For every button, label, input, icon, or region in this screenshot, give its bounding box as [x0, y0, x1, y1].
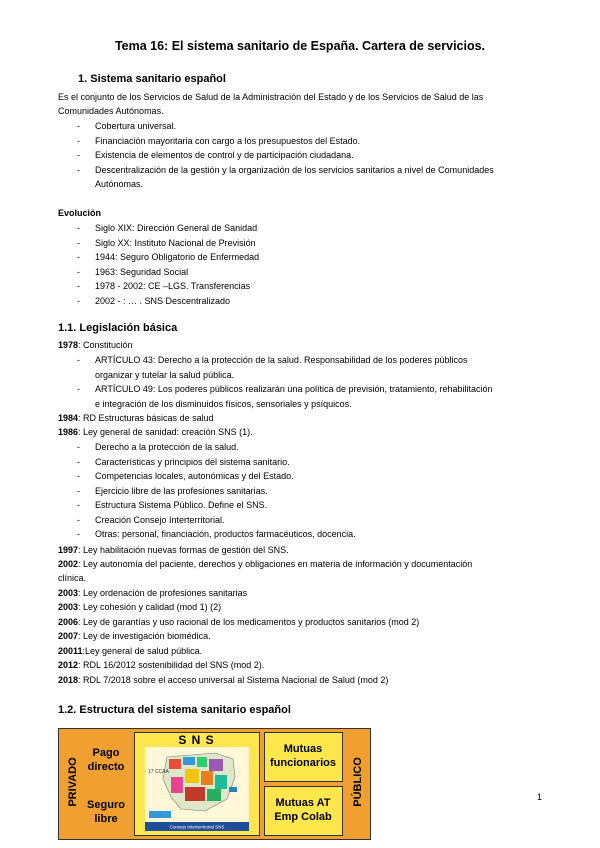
- seguro-libre-label: [80, 798, 132, 826]
- mutuas-funcionarios-label: [265, 742, 341, 770]
- list-dash: -: [77, 150, 80, 160]
- law-text: : Ley cohesión y calidad (mod 1) (2): [78, 602, 222, 612]
- list-item: Financiación mayoritaria con cargo a los presupuestos del Estado.: [95, 135, 361, 146]
- law-2007: [58, 629, 211, 644]
- law-text: : Constitución: [78, 340, 133, 350]
- law-text: : RD Estructuras básicas de salud: [78, 413, 214, 423]
- law-year: 1984: [58, 413, 79, 423]
- law-text: : Ley de garantías y uso racional de los medicamentos y productos sanitarios (mod 2): [78, 617, 420, 627]
- law-1978: [58, 338, 133, 353]
- list-item: Ejercicio libre de las profesiones sanitarias.: [95, 485, 268, 496]
- list-item: 2002 - : … . SNS Descentralizado: [95, 295, 231, 306]
- list-dash: -: [77, 281, 80, 291]
- list-dash: -: [77, 237, 80, 248]
- map-region: [197, 757, 207, 767]
- list-item: Siglo XX: Instituto Nacional de Previsión: [95, 237, 256, 248]
- law-2003a: [58, 586, 247, 601]
- list-item: Cobertura universal.: [95, 121, 177, 131]
- list-item: ARTÍCULO 43: Derecho a la protección de la salud. Responsabilidad de los poderes públicos: [95, 355, 468, 365]
- list-dash: -: [77, 442, 80, 452]
- sns-label: S N S: [178, 733, 215, 747]
- map-region: [229, 787, 237, 792]
- list-item-continuation: e integración de los disminuidos físicos, sensoriales y psíquicos.: [95, 398, 352, 409]
- list-dash: -: [77, 500, 80, 510]
- law-1997: [58, 543, 289, 558]
- text-line: funcionarios: [269, 757, 336, 769]
- law-2003b: [58, 600, 221, 615]
- map-region: [149, 811, 171, 818]
- privado-label: PRIVADO: [67, 757, 79, 807]
- list-item: 1944: Seguro Obligatorio de Enfermedad: [95, 252, 260, 262]
- law-year: 2012: [58, 660, 79, 670]
- list-dash: -: [77, 456, 80, 467]
- list-dash: -: [77, 384, 80, 394]
- law-2002-continuation: clínica.: [58, 573, 87, 583]
- law-year: 1978: [58, 340, 79, 350]
- list-dash: -: [77, 135, 80, 146]
- law-text: : RDL 7/2018 sobre el acceso universal al Sistema Nacional de Salud (mod 2): [78, 675, 389, 685]
- page-title: Tema 16: El sistema sanitario de España. Cartera de servicios.: [114, 39, 486, 53]
- list-item: Estructura Sistema Público. Define el SNS.: [95, 500, 268, 510]
- list-dash: -: [77, 266, 80, 277]
- law-year: 20011: [58, 646, 83, 656]
- sns-box: [134, 732, 260, 836]
- map-region: [185, 787, 205, 801]
- mutuas-at-label: [265, 796, 341, 824]
- list-dash: -: [77, 514, 80, 525]
- map-region: [207, 789, 221, 801]
- list-item: Descentralización de la gestión y la organización de los servicios sanitarios a nivel de Comunidades: [95, 164, 494, 175]
- law-text: : Ley habilitación nuevas formas de gestión del SNS.: [78, 545, 289, 555]
- publico-label: PÚBLICO: [352, 757, 364, 807]
- list-dash: -: [77, 529, 80, 539]
- law-year: 1986: [58, 427, 79, 437]
- law-text: :Ley general de salud pública.: [82, 646, 203, 656]
- list-dash: -: [77, 355, 80, 365]
- intro-line-2: Comunidades Autónomas.: [58, 106, 164, 116]
- map-caption: Consejo Interterritorial SNS: [169, 824, 225, 830]
- structure-diagram: [58, 728, 371, 840]
- list-item: Derecho a la protección de la salud.: [95, 442, 239, 452]
- list-item: Creación Consejo Interterritorial.: [95, 514, 225, 525]
- list-item: 1963: Seguridad Social: [95, 266, 189, 277]
- law-1986: [58, 425, 253, 440]
- list-item: ARTÍCULO 49: Los poderes públicos realizarán una política de previsión, tratamiento, rehabilitación: [95, 384, 493, 394]
- text-line: Mutuas AT: [275, 797, 331, 809]
- list-item: 1978 - 2002: CE –LGS. Transferencias: [95, 281, 251, 291]
- law-1984: [58, 411, 214, 426]
- list-item: Existencia de elementos de control y de participación ciudadana.: [95, 150, 354, 160]
- list-item: Otras: personal, financiación, productos farmacéuticos, docencia.: [95, 529, 356, 539]
- list-dash: -: [77, 121, 80, 131]
- mutuas-at-box: [264, 786, 343, 836]
- text-line: Emp Colab: [274, 811, 332, 823]
- pago-directo-label: [80, 746, 132, 774]
- map-region: [185, 769, 199, 783]
- law-year: 2003: [58, 588, 79, 598]
- map-region: [169, 759, 181, 769]
- law-2018: [58, 673, 388, 688]
- law-20011: [58, 644, 202, 659]
- list-item-continuation: Autónomas.: [95, 179, 144, 189]
- law-text: : Ley ordenación de profesiones sanitarias: [78, 588, 248, 598]
- law-text: : Ley general de sanidad: creación SNS (1).: [78, 427, 253, 437]
- text-line: Seguro: [87, 799, 125, 811]
- list-dash: -: [77, 223, 80, 233]
- list-dash: -: [77, 252, 80, 262]
- map-region: [215, 775, 227, 789]
- law-year: 2003: [58, 602, 79, 612]
- law-year: 2018: [58, 675, 79, 685]
- map-region: [183, 757, 195, 765]
- section-heading-1-2: 1.2. Estructura del sistema sanitario español: [58, 704, 291, 716]
- law-2012: [58, 658, 264, 673]
- law-year: 2007: [58, 631, 79, 641]
- list-dash: -: [77, 295, 80, 306]
- map-region: [201, 771, 213, 785]
- text-line: libre: [94, 813, 118, 825]
- law-year: 2006: [58, 617, 79, 627]
- mutuas-funcionarios-box: [264, 732, 343, 782]
- list-dash: -: [77, 164, 80, 175]
- spain-map-image: [145, 747, 249, 831]
- list-dash: -: [77, 471, 80, 481]
- evolution-heading: Evolución: [58, 208, 102, 218]
- law-text: : Ley autonomía del paciente, derechos y obligaciones en materia de información y documentación: [78, 559, 473, 569]
- law-year: 1997: [58, 545, 79, 555]
- law-year: 2002: [58, 559, 79, 569]
- list-item: Competencias locales, autonómicas y del Estado.: [95, 471, 294, 481]
- law-2006: [58, 615, 419, 630]
- map-label: 17 CCAA: [148, 769, 169, 775]
- list-item: Siglo XIX: Dirección General de Sanidad: [95, 223, 258, 233]
- page-number: 1: [536, 792, 542, 802]
- section-heading-1: 1. Sistema sanitario español: [78, 73, 226, 85]
- map-region: [171, 777, 183, 793]
- law-2002: [58, 557, 472, 572]
- list-dash: -: [77, 485, 80, 496]
- list-item-continuation: organizar y tutelar la salud pública.: [95, 369, 235, 380]
- law-text: : RDL 16/2012 sostenibilidad del SNS (mod 2).: [78, 660, 265, 670]
- map-region: [209, 759, 223, 771]
- intro-line-1: Es el conjunto de los Servicios de Salud de la Administración del Estado y de los Servicios de Salud de las: [58, 92, 484, 102]
- text-line: directo: [87, 761, 125, 773]
- law-text: : Ley de investigación biomédica.: [78, 631, 211, 641]
- text-line: Mutuas: [283, 743, 323, 755]
- list-item: Características y principios del sistema sanitario.: [95, 456, 290, 467]
- text-line: Pago: [92, 747, 120, 759]
- section-heading-1-1: 1.1. Legislación básica: [58, 322, 178, 334]
